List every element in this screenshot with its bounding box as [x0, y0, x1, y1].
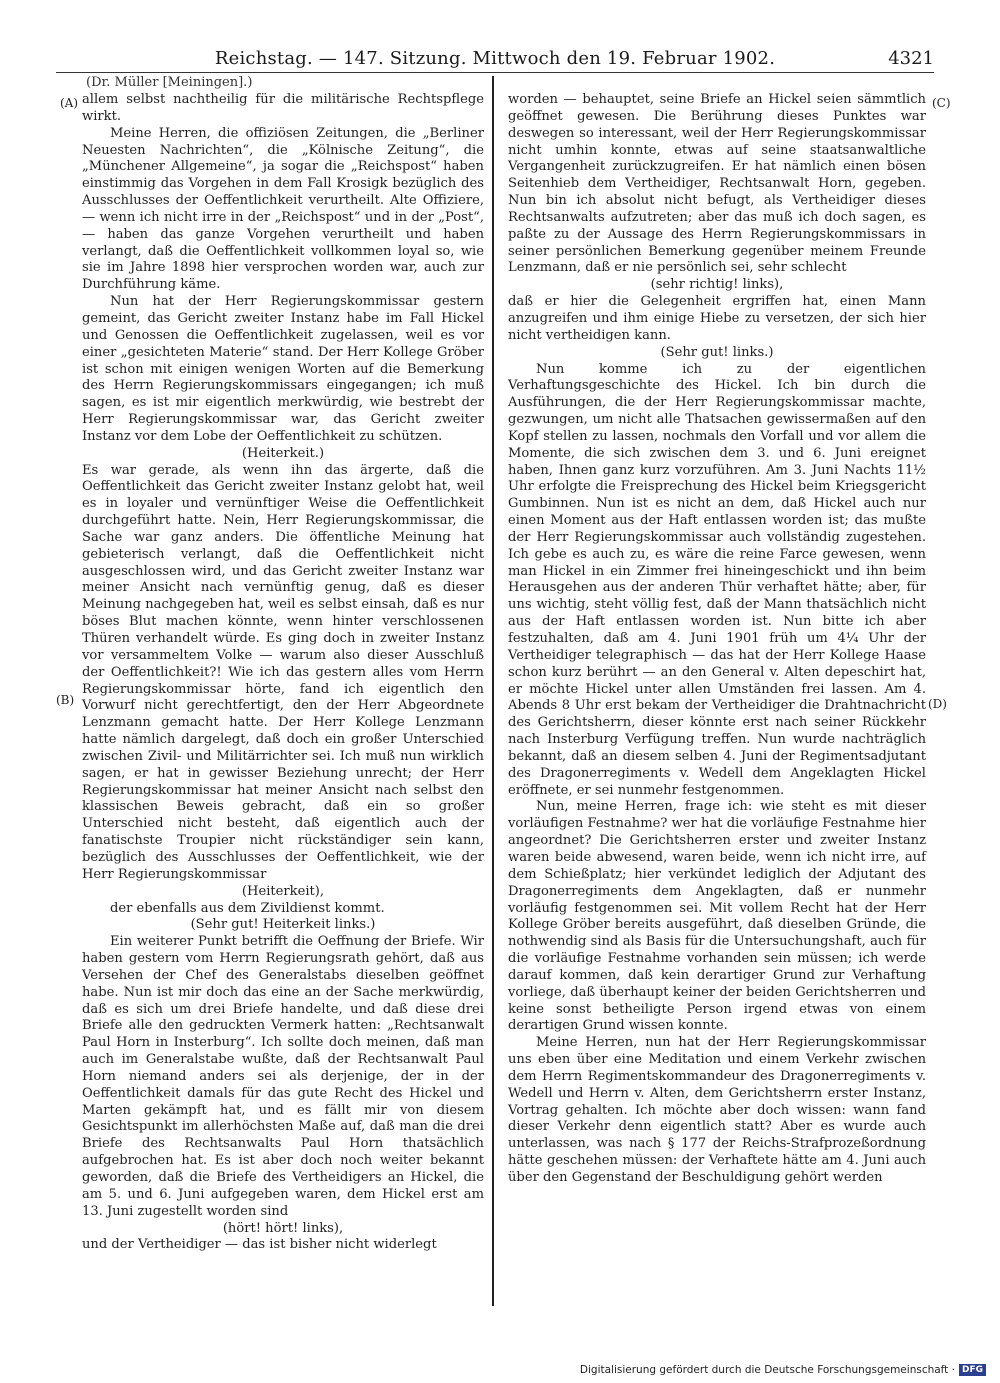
interjection: (hört! hört! links),	[222, 1220, 344, 1236]
left-column	[82, 92, 484, 1254]
margin-marker-a: (A)	[60, 96, 79, 110]
footer-credit: Digitalisierung gefördert durch die Deutsche Forschungsgemeinschaft ·	[579, 1364, 955, 1376]
paragraph: Nun, meine Herren, frage ich: wie steht es mit dieser vorläufigen Festnahme? wer hat die vorläufige Festnahme hier angeordnet? Die Gerichtsherren erster und zweiter Instanz waren beide abwesend, waren beide, wenn ich nicht irre, auf dem Schießplatz; hier verkündet lediglich der Adjutant des Dragonerregiments dem Angeklagten, daß er nunmehr vorläufig festgenommen sei. Mit vollem Recht hat der Herr Kollege Gröber bereits ausgeführt, daß dieselben Gründe, die nothwendig sind als Basis für die Untersuchungshaft, auch für die vorläufige Festnahme vorhanden sein müssen; ich werde darauf kommen, daß kein derartiger Grund zur Verhaftung vorliege, daß überhaupt keiner der beiden Gerichtsherren und keine sonst betheiligte Person irgend etwas von einem derartigen Grund wissen konnte.	[508, 799, 926, 1034]
interjection: (Sehr gut! links.)	[660, 344, 774, 360]
speaker-label: (Dr. Müller [Meiningen].)	[86, 75, 253, 90]
margin-marker-b: (B)	[56, 693, 75, 707]
paragraph: Nun hat der Herr Regierungskommissar gestern gemeint, das Gericht zweiter Instanz habe im Fall Hickel und Genossen die Oeffentlichkeit zugelassen, weil es vor einer „gesichteten Materie“ stand. Der Herr Kollege Gröber ist schon mit einigen wenigen Worten auf die Bemerkung des Herrn Regierungskommissars eingegangen; ich muß sagen, es ist mir eigentlich merkwürdig, wie bestrebt der Herr Regierungskommissar war, das Gericht zweiter Instanz vor dem Lobe der Oeffentlichkeit zu schützen.	[82, 294, 484, 444]
paragraph: Ein weiterer Punkt betrifft die Oeffnung der Briefe. Wir haben gestern vom Herrn Regierungsrath gehört, daß aus Versehen der Chef des Generalstabs dieselben geöffnet habe. Nun ist mir doch das eine an der Sache merkwürdig, daß es sich um drei Briefe handelte, und daß diese drei Briefe alle den gedruckten Vermerk hatten: „Rechtsanwalt Paul Horn in Insterburg“. Ich sollte doch meinen, daß man auch im Generalstabe wußte, daß der Rechtsanwalt Paul Horn niemand anders sei als derjenige, der in der Oeffentlichkeit damals für das gute Recht des Hickel und Marten gekämpft hat, und es fällt mir von diesem Gesichtspunkt im allerhöchsten Maße auf, daß man die drei Briefe des Rechtsanwalts Paul Horn thatsächlich aufgebrochen hat. Es ist aber doch noch weiter bekannt geworden, daß die Briefe des Vertheidigers an Hickel, die am 5. und 6. Juni aufgegeben waren, dem Hickel erst am 13. Juni zugestellt worden sind	[82, 934, 484, 1219]
page-header	[56, 46, 934, 72]
paragraph: und der Vertheidiger — das ist bisher nicht widerlegt	[82, 1237, 437, 1253]
interjection: (Sehr gut! Heiterkeit links.)	[190, 917, 376, 933]
right-column	[508, 92, 926, 1187]
column-divider	[492, 76, 494, 1306]
header-rule	[56, 72, 934, 73]
page-title: Reichstag. — 147. Sitzung. Mittwoch den 19. Februar 1902.	[214, 48, 776, 69]
dfg-logo: DFG	[959, 1364, 986, 1376]
margin-marker-d: (D)	[928, 697, 947, 711]
interjection: (Heiterkeit),	[241, 883, 325, 899]
page-number: 4321	[888, 48, 934, 69]
margin-marker-c: (C)	[932, 96, 951, 110]
paragraph: worden — behauptet, seine Briefe an Hickel seien sämmtlich geöffnet gewesen. Die Berührung dieses Punktes war deswegen so interessant, weil der Herr Regierungskommissar nicht umhin konnte, etwas auf seine staatsanwaltliche Vergangenheit zurückzugreifen. Er hat nämlich einen bösen Seitenhieb dem Vertheidiger, Rechtsanwalt Horn, gegeben. Nun bin ich absolut nicht befugt, als Vertheidiger dieses Rechtsanwalts aufzutreten; aber das muß ich doch sagen, es paßte zu der Aussage des Herrn Regierungskommissars in seiner persönlichen Bemerkung gegenüber meinem Freunde Lenzmann, daß er nie persönlich sei, sehr schlecht	[508, 92, 926, 276]
paragraph: Nun komme ich zu der eigentlichen Verhaftungsgeschichte des Hickel. Ich bin durch die Ausführungen, die der Herr Regierungskommissar machte, gezwungen, um nicht alle Thatsachen gewissermaßen auf den Kopf stellen zu lassen, nochmals den Vorfall und vor allem die Momente, die sich zwischen dem 3. und 6. Juni ereignet haben, Ihnen ganz kurz vorzuführen. Am 3. Juni Nachts 11½ Uhr erfolgte die Freisprechung des Hickel beim Kriegsgericht Gumbinnen. Nun ist es nicht an dem, daß Hickel auch nur einen Moment aus der Haft entlassen worden ist; das mußte der Herr Regierungskommissar auch vollständig zugestehen. Ich gebe es auch zu, es wäre die reine Farce gewesen, wenn man Hickel in ein Zimmer frei hineingeschickt und ihn beim Herausgehen aus der anderen Thür verhaftet hätte; aber, für uns wichtig, steht völlig fest, daß der Mann thatsächlich nicht aus der Haft entlassen worden ist. Nun bitte ich aber festzuhalten, daß am 4. Juni 1901 früh um 4¼ Uhr der Vertheidiger telegraphisch — das hat der Herr Kollege Haase schon kurz berührt — an den General v. Alten depeschirt hat, er möchte Hickel unter allen Umständen frei lassen. Am 4. Abends 8 Uhr erst bekam der Vertheidiger die Drahtnachricht des Gerichtsherrn, dieser könnte erst nach seiner Rückkehr nach Insterburg Verfügung treffen. Nun wurde nachträglich bekannt, daß an diesem selben 4. Juni der Regimentsadjutant des Dragonerregiments v. Wedell dem Angeklagten Hickel eröffnete, er sei nunmehr festgenommen.	[508, 361, 926, 798]
paragraph: Meine Herren, nun hat der Herr Regierungskommissar uns eben über eine Meditation und einem Verkehr zwischen dem Herrn Regimentskommandeur des Dragonerregiments v. Wedell und Herrn v. Alten, dem Gerichtsherrn erster Instanz, Vortrag gehalten. Ich möchte aber doch wissen: wann fand dieser Verkehr denn eigentlich statt? Aber es wurde auch unterlassen, was nach § 177 der Reichs-Strafprozeßordnung hätte geschehen müssen: der Verhaftete hätte am 4. Juni auch über den Gegenstand der Beschuldigung gehört werden	[508, 1035, 926, 1185]
paragraph: daß er hier die Gelegenheit ergriffen hat, einen Mann anzugreifen und ihm einige Hiebe zu versetzen, der sich hier nicht vertheidigen kann.	[508, 294, 926, 343]
footer	[580, 1364, 986, 1376]
interjection: (sehr richtig! links),	[650, 277, 784, 293]
interjection: (Heiterkeit.)	[241, 445, 325, 461]
paragraph: der ebenfalls aus dem Zivildienst kommt.	[110, 900, 385, 916]
paragraph: Meine Herren, die offiziösen Zeitungen, die „Berliner Neuesten Nachrichten“, die „Kölnische Zeitung“, die „Münchener Allgemeine“, ja sogar die „Reichspost“ haben einstimmig das Vorgehen in dem Fall Krosigk bezüglich des Ausschlusses der Oeffentlichkeit verurtheilt. Alte Offiziere, — wenn ich nicht irre in der „Reichspost“ und in der „Post“, — haben das ganze Vorgehen verurtheilt und haben verlangt, daß die Oeffentlichkeit vollkommen loyal so, wie sie im Jahre 1898 hier versprochen worden war, auch zur Durchführung käme.	[82, 125, 484, 293]
paragraph: allem selbst nachtheilig für die militärische Rechtspflege wirkt.	[82, 92, 484, 124]
paragraph: Es war gerade, als wenn ihn das ärgerte, daß die Oeffentlichkeit das Gericht zweiter Instanz gelobt hat, weil es in loyaler und vernünftiger Weise die Oeffentlichkeit durchgeführt hatte. Nein, Herr Regierungskommissar, die Sache war ganz anders. Die öffentliche Meinung hat gebieterisch verlangt, daß die Oeffentlichkeit nicht ausgeschlossen wird, und das Gericht zweiter Instanz war meiner Ansicht nach vernünftig genug, daß es dieser Meinung nachgegeben hat, weil es selbst einsah, daß es nur böses Blut machen könnte, wenn hinter verschlossenen Thüren verhandelt würde. Es ging doch in zweiter Instanz vor versammeltem Volke — warum also dieser Ausschluß der Oeffentlichkeit?! Wie ich das gestern alles vom Herrn Regierungskommissar hörte, fand ich eigentlich den Vorwurf nicht gerechtfertigt, den der Herr Abgeordnete Lenzmann gemacht hatte. Der Herr Kollege Lenzmann hatte nämlich dargelegt, daß doch ein großer Unterschied zwischen Zivil- und Militärrichter sei. Ich muß nun wirklich sagen, er hat in gewisser Beziehung unrecht; der Herr Regierungskommissar hat meiner Ansicht nach selbst den klassischen Beweis gebracht, daß ein so großer Unterschied nicht besteht, daß eigentlich auch der fanatischste Troupier nicht rückständiger sein kann, bezüglich des Ausschlusses der Oeffentlichkeit, wie der Herr Regierungskommissar	[82, 462, 484, 882]
